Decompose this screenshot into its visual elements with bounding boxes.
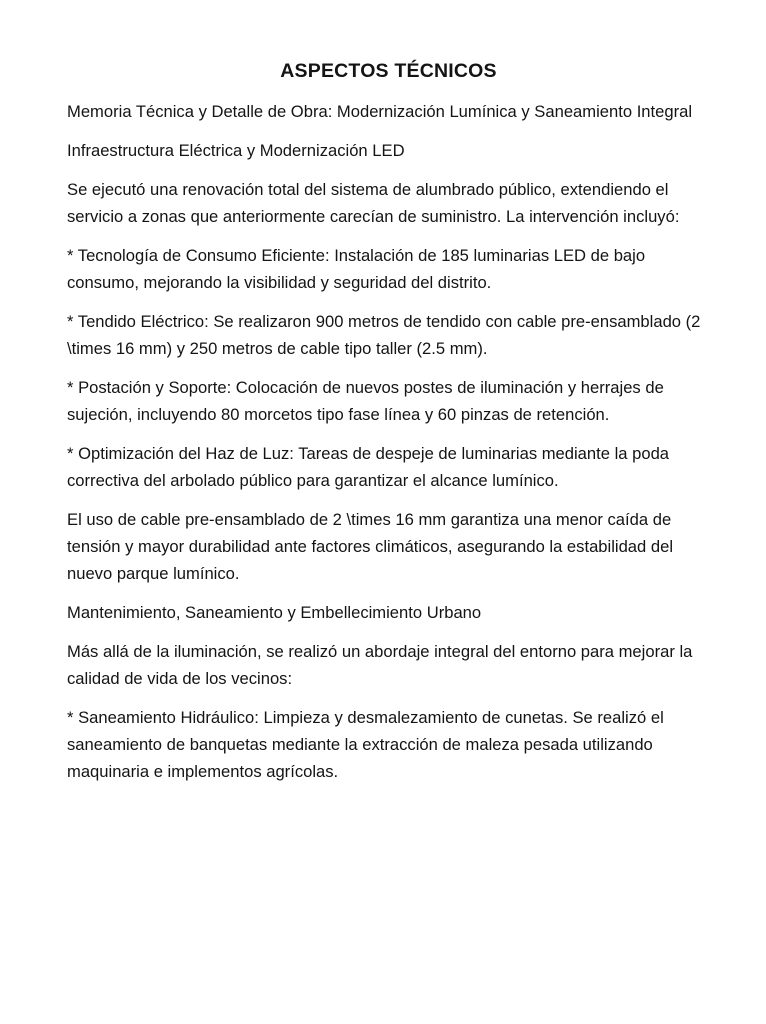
section-heading-mantenimiento: Mantenimiento, Saneamiento y Embellecimiento Urbano (67, 603, 482, 622)
document-title: ASPECTOS TÉCNICOS (280, 60, 497, 82)
bullet-postacion-soporte: * Postación y Soporte: Colocación de nuevos postes de iluminación y herrajes de sujeción, incluyendo 80 morcetos tipo fase línea y 60 pinzas de retención. (67, 378, 664, 424)
section-note-cable: El uso de cable pre-ensamblado de 2 \times 16 mm garantiza una menor caída de tensión y mayor durabilidad ante factores climáticos, asegurando la estabilidad del nuevo parque lumínico. (67, 510, 674, 583)
section-intro-infraestructura: Se ejecutó una renovación total del sistema de alumbrado público, extendiendo el servicio a zonas que anteriormente carecían de suministro. La intervención incluyó: (67, 180, 680, 226)
bullet-haz-de-luz: * Optimización del Haz de Luz: Tareas de despeje de luminarias mediante la poda correctiva del arbolado público para garantizar el alcance lumínico. (67, 444, 670, 490)
section-intro-mantenimiento: Más allá de la iluminación, se realizó un abordaje integral del entorno para mejorar la calidad de vida de los vecinos: (67, 642, 693, 688)
document-subtitle: Memoria Técnica y Detalle de Obra: Modernización Lumínica y Saneamiento Integral (67, 102, 693, 121)
bullet-saneamiento-hidraulico: * Saneamiento Hidráulico: Limpieza y desmalezamiento de cunetas. Se realizó el saneamiento de banquetas mediante la extracción de maleza pesada utilizando maquinaria e implementos agrícolas. (67, 708, 664, 781)
section-heading-infraestructura: Infraestructura Eléctrica y Modernización LED (67, 141, 405, 160)
bullet-tendido-electrico: * Tendido Eléctrico: Se realizaron 900 metros de tendido con cable pre-ensamblado (2 \times 16 mm) y 250 metros de cable tipo taller (2.5 mm). (67, 312, 701, 358)
bullet-consumo-eficiente: * Tecnología de Consumo Eficiente: Instalación de 185 luminarias LED de bajo consumo, mejorando la visibilidad y seguridad del distrito. (67, 246, 646, 292)
